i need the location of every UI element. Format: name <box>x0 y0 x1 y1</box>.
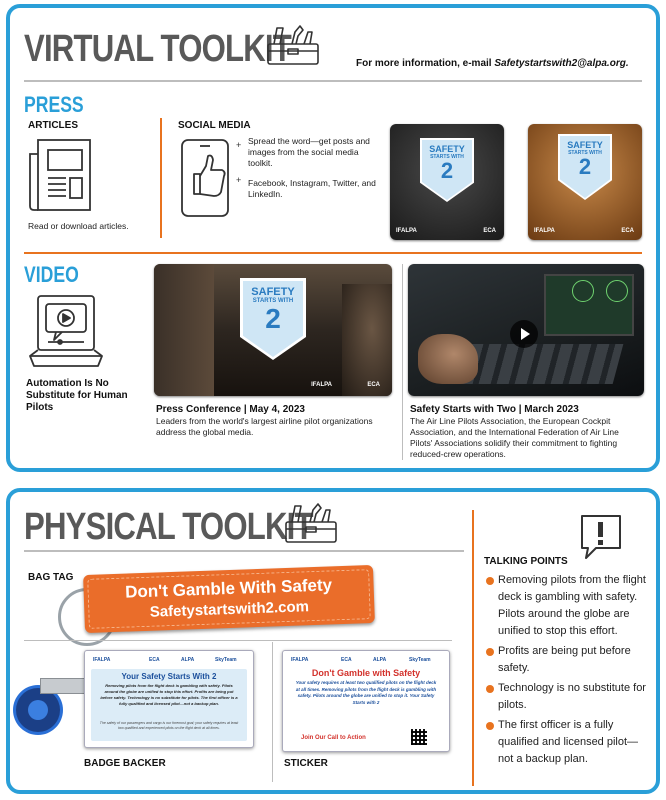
press-conference-video[interactable] <box>154 264 392 396</box>
badge-text-starts: STARTS WITH <box>568 150 602 156</box>
badge-text-safety: SAFETY <box>429 144 465 154</box>
title-divider <box>24 550 464 552</box>
qr-code-icon <box>411 729 427 745</box>
social-image-2[interactable] <box>528 124 642 240</box>
ifalpa-logo: IFALPA <box>396 228 417 234</box>
toolbox-icon <box>280 500 342 546</box>
badge-number: 2 <box>578 154 592 179</box>
alpa-logo: ALPA <box>181 657 195 663</box>
talking-point: Removing pilots from the flight deck is gambling with safety. Pilots around the globe are unified to stop this effort. <box>486 572 650 640</box>
badge-text-safety: SAFETY <box>567 140 603 150</box>
badge-text-starts: STARTS WITH <box>252 298 294 304</box>
video1-description: Leaders from the world's largest airline pilot organizations address the global media. <box>156 416 373 437</box>
ifalpa-logo: IFALPA <box>291 657 309 663</box>
physical-toolkit-panel <box>6 488 660 794</box>
talking-point: The first officer is a fully qualified and licensed pilot—not a backup plan. <box>486 717 650 768</box>
articles-label: ARTICLES <box>28 120 78 131</box>
video2-title[interactable]: Safety Starts with Two | March 2023 <box>410 404 579 415</box>
video-divider <box>24 252 642 254</box>
play-button[interactable] <box>510 320 538 348</box>
toolbox-icon <box>262 22 324 68</box>
virtual-toolkit-panel <box>6 4 660 472</box>
virtual-toolkit-title: VIRTUAL TOOLKIT <box>24 28 291 70</box>
badge-text-safety: SAFETY <box>251 286 295 298</box>
ifalpa-logo: IFALPA <box>534 228 555 234</box>
ifalpa-logo: IFALPA <box>93 657 111 663</box>
badge-backer-card <box>84 650 254 748</box>
badge-backer-label: BADGE BACKER <box>84 758 166 769</box>
contact-line <box>356 58 629 69</box>
sticker-label: STICKER <box>284 758 328 769</box>
contact-email-link[interactable]: Safetystartswith2@alpa.org. <box>494 58 629 69</box>
speech-bubble-exclamation-icon <box>576 512 624 560</box>
safety-badge-logo <box>240 278 306 360</box>
safety-starts-with-two-video[interactable] <box>408 264 644 396</box>
contact-prefix: For more information, e-mail <box>356 58 495 69</box>
physical-toolkit-title: PHYSICAL TOOLKIT <box>24 506 313 548</box>
smartphone-like-icon[interactable] <box>176 136 236 218</box>
ifalpa-logo: IFALPA <box>311 382 332 388</box>
eca-logo: ECA <box>621 228 634 234</box>
plus-icon: + <box>236 140 242 150</box>
title-divider <box>24 80 642 82</box>
badge-number: 2 <box>440 158 454 183</box>
item-column-divider <box>272 642 273 782</box>
video-icon-caption: Automation Is No Substitute for Human Pilots <box>26 378 128 413</box>
social-media-text: Spread the word—get posts and images from the social media toolkit. <box>248 136 370 168</box>
eca-logo: ECA <box>149 657 160 663</box>
press-heading: PRESS <box>24 92 84 117</box>
talking-points-divider <box>472 510 474 786</box>
safety-badge-logo <box>558 134 612 200</box>
video-column-divider <box>402 264 403 460</box>
badge-backer-title: Your Safety Starts With 2 <box>121 672 217 681</box>
articles-caption: Read or download articles. <box>28 221 129 231</box>
social-media-label: SOCIAL MEDIA <box>178 120 251 131</box>
video2-description: The Air Line Pilots Association, the European Cockpit Association, and the International Federation of Air Line Pilots' Associations solidify their commitment to fighting reduced-crew operations. <box>410 416 619 459</box>
sticker-cta: Join Our Call to Action <box>301 735 366 741</box>
newspaper-icon[interactable] <box>26 136 96 216</box>
item-divider <box>24 640 452 641</box>
video-heading: VIDEO <box>24 262 79 287</box>
skyteam-logo: SkyTeam <box>215 657 237 663</box>
badge-reel <box>16 688 60 732</box>
talking-point: Profits are being put before safety. <box>486 643 650 677</box>
eca-logo: ECA <box>341 657 352 663</box>
social-platforms-text: Facebook, Instagram, Twitter, and LinkedIn. <box>248 178 376 199</box>
sticker-card <box>282 650 450 752</box>
eca-logo: ECA <box>483 228 496 234</box>
talking-point: Technology is no substitute for pilots. <box>486 680 650 714</box>
badge-backer-note: The safety of our passengers and cargo is our foremost goal; your safety requires at least two qualified and experienced pilots on the flight deck at all times. <box>99 721 239 730</box>
bag-tag-line2: Safetystartswith2.com <box>149 598 310 621</box>
talking-points-list <box>486 572 650 771</box>
bag-tag <box>83 565 375 633</box>
eca-logo: ECA <box>367 382 380 388</box>
video-laptop-icon[interactable] <box>26 290 106 376</box>
alpa-logo: ALPA <box>373 657 387 663</box>
video1-title[interactable]: Press Conference | May 4, 2023 <box>156 404 305 415</box>
sticker-title: Don't Gamble with Safety <box>311 668 421 678</box>
social-image-1[interactable] <box>390 124 504 240</box>
badge-text-starts: STARTS WITH <box>430 154 464 160</box>
badge-backer-text: Removing pilots from the flight deck is gambling with safety. Pilots around the globe are unified to stop this effort. Profits are being put before safety. Technology is no substitute for pilots. The first officer is a fully qualified and licensed pilot—not a backup plan. <box>100 683 238 706</box>
press-divider <box>160 118 162 238</box>
play-icon <box>521 328 530 340</box>
sticker-text: Your safety requires at least two qualified pilots on the flight deck at all times. Removing pilots from the flight deck is gambling with safety. Pilots around the globe are unified to stop it. Your Safety Starts with 2 <box>295 680 437 705</box>
safety-badge-logo <box>420 138 474 202</box>
bag-tag-line1: Don't Gamble With Safety <box>124 575 333 602</box>
talking-points-label: TALKING POINTS <box>484 556 568 567</box>
skyteam-logo: SkyTeam <box>409 657 431 663</box>
bag-tag-label: BAG TAG <box>28 572 74 583</box>
badge-number: 2 <box>265 303 281 334</box>
plus-icon: + <box>236 175 242 185</box>
